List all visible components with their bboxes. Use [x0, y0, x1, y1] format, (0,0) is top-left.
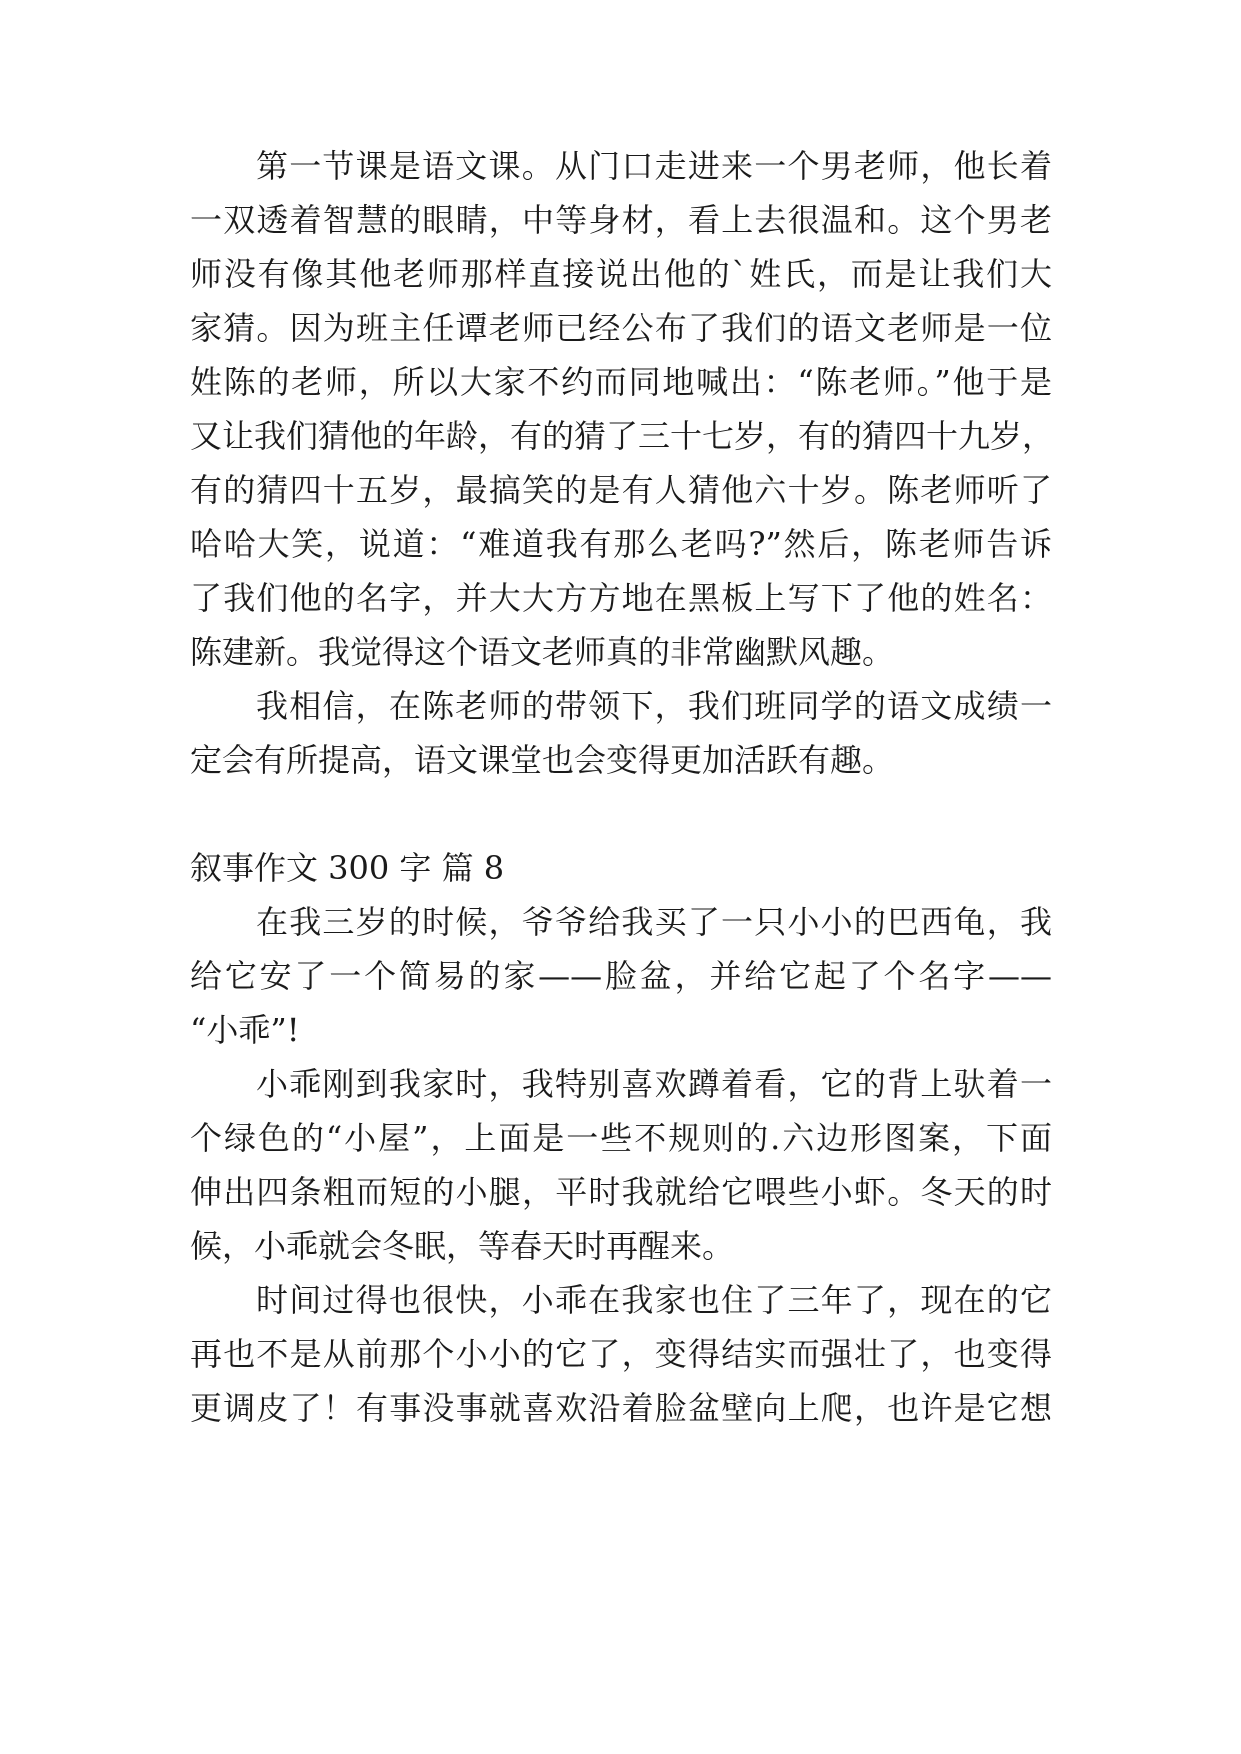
paragraph-1-line-6: 又让我们猜他的年龄，有的猜了三十七岁，有的猜四十九岁， — [190, 417, 1055, 455]
paragraph-4-line-3: 伸出四条粗而短的小腿，平时我就给它喂些小虾。冬天的时 — [190, 1173, 1052, 1211]
paragraph-3-line-3: “小乖”! — [190, 1011, 300, 1049]
paragraph-3-line-1: 在我三岁的时候，爷爷给我买了一只小小的巴西龟，我 — [256, 903, 1052, 941]
paragraph-1-line-2: 一双透着智慧的眼睛，中等身材，看上去很温和。这个男老 — [190, 201, 1052, 239]
paragraph-2-line-1: 我相信，在陈老师的带领下，我们班同学的语文成绩一 — [256, 687, 1052, 725]
section-heading: 叙事作文 300 字 篇 8 — [190, 849, 505, 887]
paragraph-1-line-10: 陈建新。我觉得这个语文老师真的非常幽默风趣。 — [190, 633, 895, 671]
paragraph-4-line-1: 小乖刚到我家时，我特别喜欢蹲着看，它的背上驮着一 — [256, 1065, 1052, 1103]
paragraph-5-line-2: 再也不是从前那个小小的它了，变得结实而强壮了，也变得 — [190, 1335, 1052, 1373]
paragraph-1-line-9: 了我们他的名字，并大大方方地在黑板上写下了他的姓名： — [190, 579, 1052, 617]
paragraph-1-line-4: 家猜。因为班主任谭老师已经公布了我们的语文老师是一位 — [190, 309, 1052, 347]
paragraph-1-line-3: 师没有像其他老师那样直接说出他的`姓氏，而是让我们大 — [190, 255, 1052, 293]
paragraph-1-line-7: 有的猜四十五岁，最搞笑的是有人猜他六十岁。陈老师听了 — [190, 471, 1052, 509]
paragraph-3-line-2: 给它安了一个简易的家——脸盆，并给它起了个名字—— — [190, 957, 1052, 995]
paragraph-1-line-1: 第一节课是语文课。从门口走进来一个男老师，他长着 — [256, 147, 1052, 185]
paragraph-2-line-2: 定会有所提高，语文课堂也会变得更加活跃有趣。 — [190, 741, 895, 779]
paragraph-1-line-5: 姓陈的老师，所以大家不约而同地喊出：“陈老师。”他于是 — [190, 363, 1052, 401]
paragraph-5-line-1: 时间过得也很快，小乖在我家也住了三年了，现在的它 — [256, 1281, 1052, 1319]
paragraph-5-line-3: 更调皮了！有事没事就喜欢沿着脸盆壁向上爬，也许是它想 — [190, 1389, 1052, 1427]
paragraph-1-line-8: 哈哈大笑，说道：“难道我有那么老吗?”然后，陈老师告诉 — [190, 525, 1052, 563]
paragraph-4-line-2: 个绿色的“小屋”，上面是一些不规则的.六边形图案，下面 — [190, 1119, 1052, 1157]
paragraph-4-line-4: 候，小乖就会冬眠，等春天时再醒来。 — [190, 1227, 735, 1265]
